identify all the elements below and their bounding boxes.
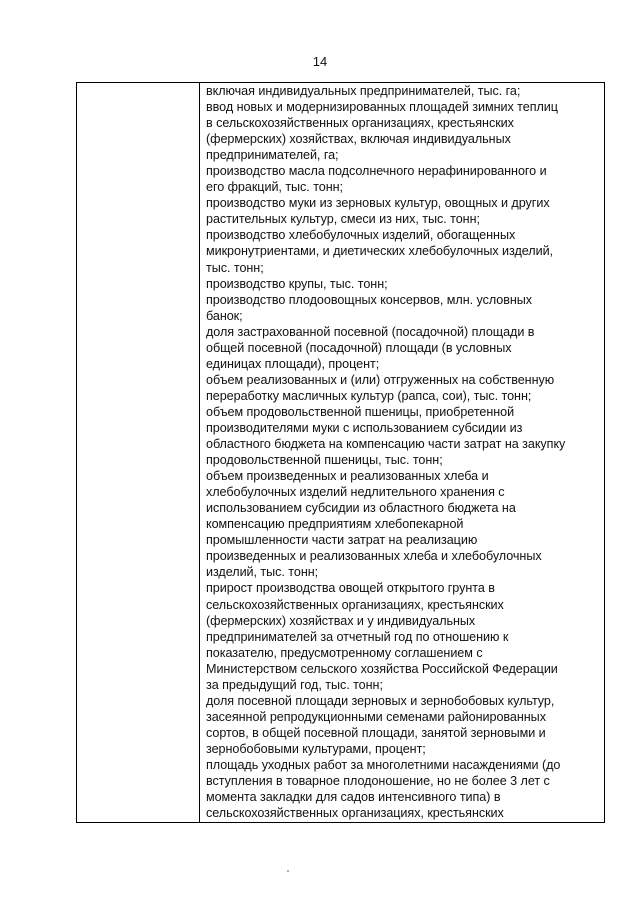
text-line: (фермерских) хозяйствах и у индивидуальных — [206, 613, 476, 628]
text-line: в сельскохозяйственных организациях, крестьянских — [206, 116, 514, 131]
text-line: его фракций, тыс. тонн; — [206, 180, 343, 195]
text-line: тыс. тонн; — [206, 260, 264, 275]
text-line: доля застрахованной посевной (посадочной) площади в — [206, 324, 535, 339]
text-line: включая индивидуальных предпринимателей, тыс. га; — [206, 84, 521, 98]
text-line: засеянной репродукционными семенами районированных — [206, 709, 546, 724]
text-line: площадь уходных работ за многолетними насаждениями (до — [206, 757, 561, 772]
text-line: доля посевной площади зерновых и зернобобовых культур, — [206, 693, 555, 708]
text-line: банок; — [206, 308, 243, 323]
text-line: производителями муки с использованием субсидии из — [206, 420, 523, 435]
text-line: компенсацию предприятиям хлебопекарной — [206, 517, 464, 532]
text-line: производство масла подсолнечного нерафинированного и — [206, 164, 547, 179]
text-line: зернобобовыми культурами, процент; — [206, 741, 426, 756]
text-line: переработку масличных культур (рапса, сои), тыс. тонн; — [206, 388, 532, 403]
page-number: 14 — [312, 54, 328, 69]
text-line: объем реализованных и (или) отгруженных на собственную — [206, 372, 555, 387]
text-line: общей посевной (посадочной) площади (в условных — [206, 340, 512, 355]
text-line: единицах площади), процент; — [206, 356, 380, 371]
text-line: объем продовольственной пшеницы, приобретенной — [206, 404, 515, 419]
text-line: производство плодоовощных консервов, млн. условных — [206, 292, 533, 307]
text-line: объем произведенных и реализованных хлеба и — [206, 469, 489, 484]
text-line: хлебобулочных изделий недлительного хранения с — [206, 485, 505, 500]
text-line: производство муки из зерновых культур, овощных и других — [206, 196, 550, 211]
text-line: произведенных и реализованных хлеба и хлебобулочных — [206, 549, 542, 564]
text-line: прирост производства овощей открытого грунта в — [206, 581, 495, 596]
text-line: предпринимателей за отчетный год по отношению к — [206, 629, 509, 644]
document-table — [76, 82, 605, 823]
text-line: ввод новых и модернизированных площадей зимних теплиц — [206, 100, 558, 115]
text-line: сельскохозяйственных организациях, крестьянских — [206, 806, 504, 821]
text-line: за предыдущий год, тыс. тонн; — [206, 677, 383, 692]
text-line: (фермерских) хозяйствах, включая индивидуальных — [206, 132, 511, 147]
text-line: растительных культур, смеси из них, тыс. тонн; — [206, 212, 480, 227]
text-line: вступления в товарное плодоношение, но не более 3 лет с — [206, 774, 550, 789]
text-line: продовольственной пшеницы, тыс. тонн; — [206, 453, 443, 468]
text-line: областного бюджета на компенсацию части затрат на закупку — [206, 437, 566, 452]
text-line: изделий, тыс. тонн; — [206, 565, 319, 580]
text-line: промышленности части затрат на реализацию — [206, 533, 478, 548]
text-line: производство хлебобулочных изделий, обогащенных — [206, 228, 516, 243]
text-line: микронутриентами, и диетических хлебобулочных изделий, — [206, 244, 554, 259]
text-line: Министерством сельского хозяйства Российской Федерации — [206, 661, 558, 676]
scan-speck — [287, 870, 289, 872]
table-text-cell — [200, 83, 604, 822]
table-left-cell — [77, 83, 200, 822]
text-line: показателю, предусмотренному соглашением с — [206, 645, 483, 660]
text-line: производство крупы, тыс. тонн; — [206, 276, 388, 291]
text-line: момента закладки для садов интенсивного типа) в — [206, 790, 501, 805]
text-line: предпринимателей, га; — [206, 148, 339, 163]
text-line: сортов, в общей посевной площади, занятой зерновыми и — [206, 725, 546, 740]
text-line: использованием субсидии из областного бюджета на — [206, 501, 516, 516]
text-line: сельскохозяйственных организациях, крестьянских — [206, 597, 504, 612]
